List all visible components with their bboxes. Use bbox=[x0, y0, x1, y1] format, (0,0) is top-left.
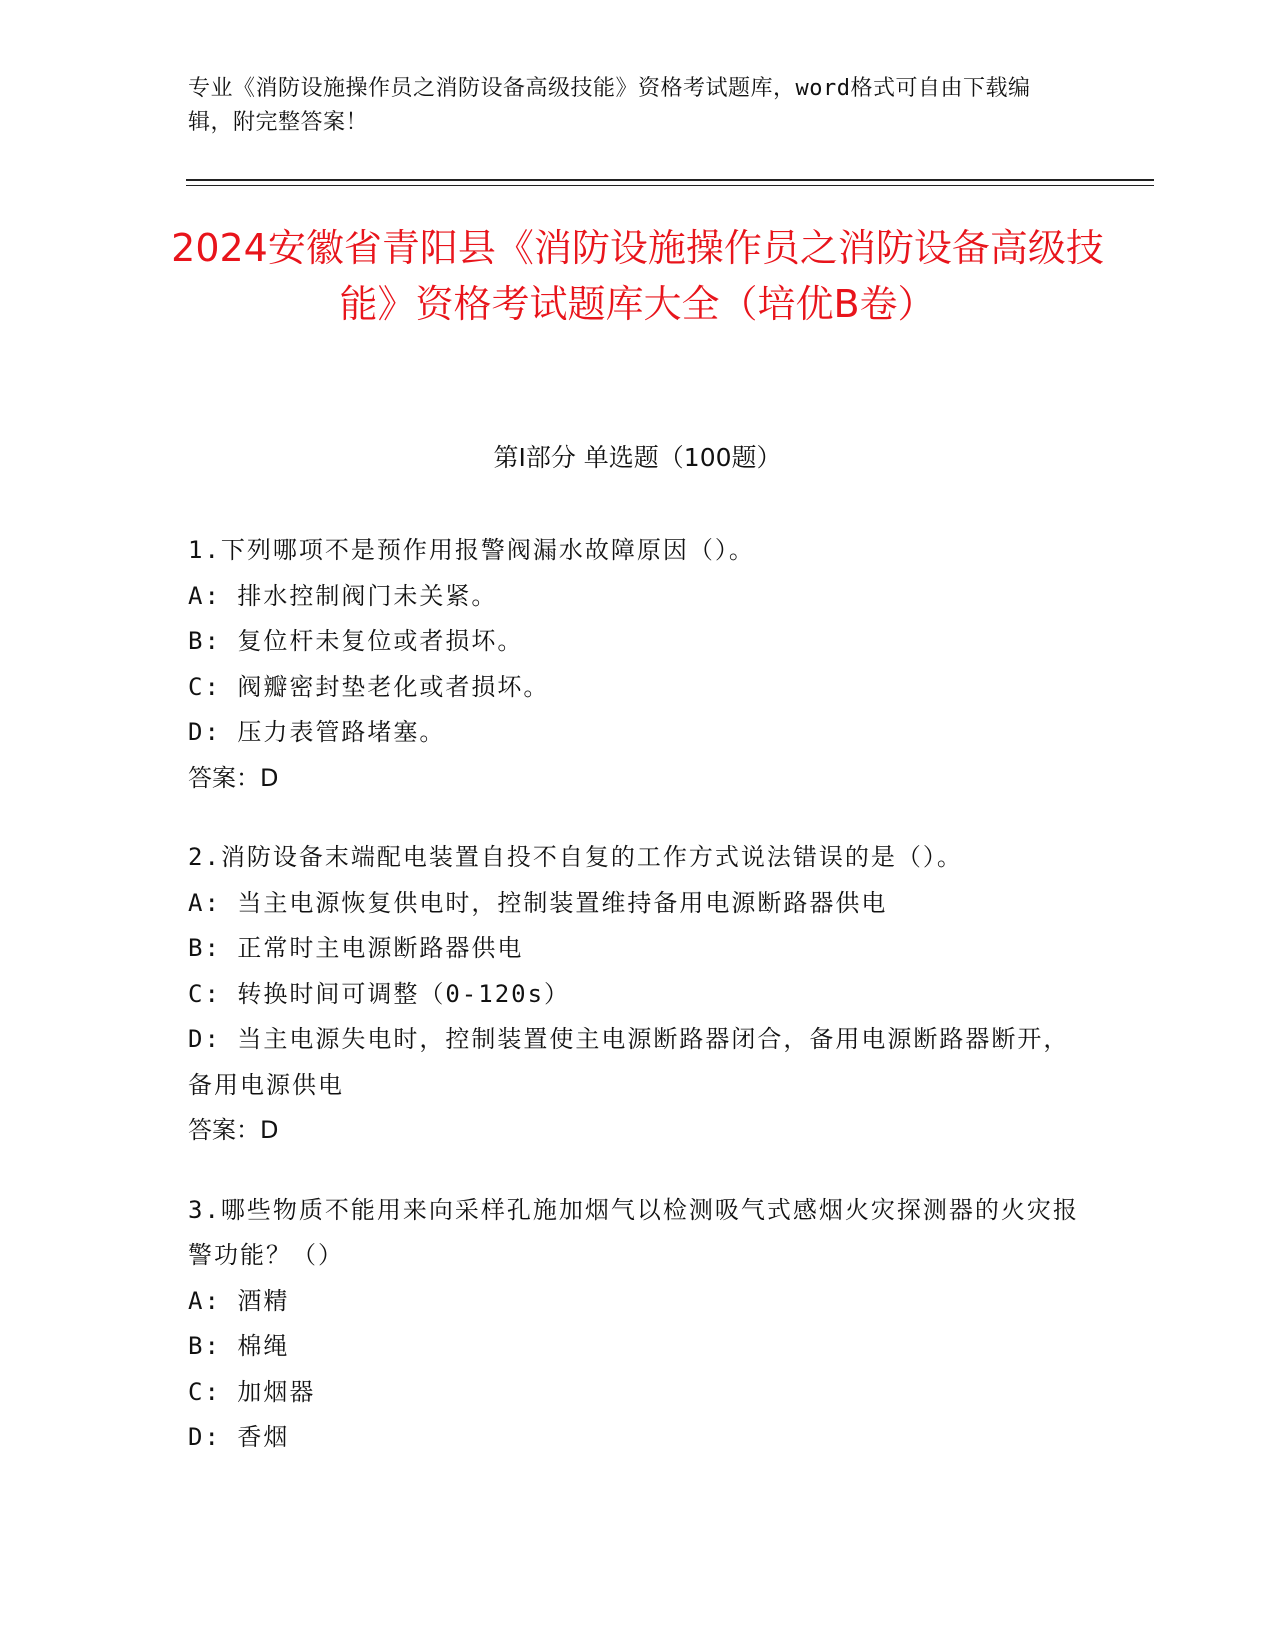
question-stem: 2.消防设备末端配电装置自投不自复的工作方式说法错误的是（）。 bbox=[188, 843, 963, 871]
option-c: C: 加烟器 bbox=[188, 1377, 316, 1406]
option-d: D: 当主电源失电时，控制装置使主电源断路器闭合，备用电源断路器断开，备用电源供电 bbox=[188, 1025, 1070, 1099]
question-stem: 1.下列哪项不是预作用报警阀漏水故障原因（）。 bbox=[188, 536, 755, 564]
header-divider-thick bbox=[186, 179, 1154, 181]
question-item bbox=[188, 1188, 1088, 1461]
section-heading: 第I部分 单选题（100题） bbox=[493, 443, 782, 472]
option-b: B: 复位杆未复位或者损坏。 bbox=[188, 627, 524, 655]
option-a: A: 酒精 bbox=[188, 1286, 290, 1315]
option-d: D: 压力表管路堵塞。 bbox=[188, 718, 446, 746]
header-divider-thin bbox=[186, 185, 1154, 186]
question-list bbox=[188, 528, 1088, 1495]
option-d: D: 香烟 bbox=[188, 1423, 290, 1451]
header-note: 专业《消防设施操作员之消防设备高级技能》资格考试题库，word格式可自由下载编辑，附完整答案！ bbox=[188, 76, 1031, 135]
answer-line: 答案：D bbox=[188, 1116, 279, 1144]
option-c: C: 转换时间可调整（0-120s） bbox=[188, 979, 571, 1008]
option-a: A: 当主电源恢复供电时，控制装置维持备用电源断路器供电 bbox=[188, 888, 888, 917]
option-b: B: 棉绳 bbox=[188, 1332, 290, 1360]
option-c: C: 阀瓣密封垫老化或者损坏。 bbox=[188, 672, 550, 701]
option-b: B: 正常时主电源断路器供电 bbox=[188, 934, 524, 962]
question-item bbox=[188, 528, 1088, 801]
answer-line: 答案：D bbox=[188, 763, 279, 792]
document-title: 2024安徽省青阳县《消防设施操作员之消防设备高级技能》资格考试题库大全（培优B卷） bbox=[171, 226, 1104, 326]
option-a: A: 排水控制阀门未关紧。 bbox=[188, 581, 498, 610]
question-item bbox=[188, 835, 1088, 1154]
question-stem: 3.哪些物质不能用来向采样孔施加烟气以检测吸气式感烟火灾探测器的火灾报警功能？（） bbox=[188, 1195, 1079, 1269]
